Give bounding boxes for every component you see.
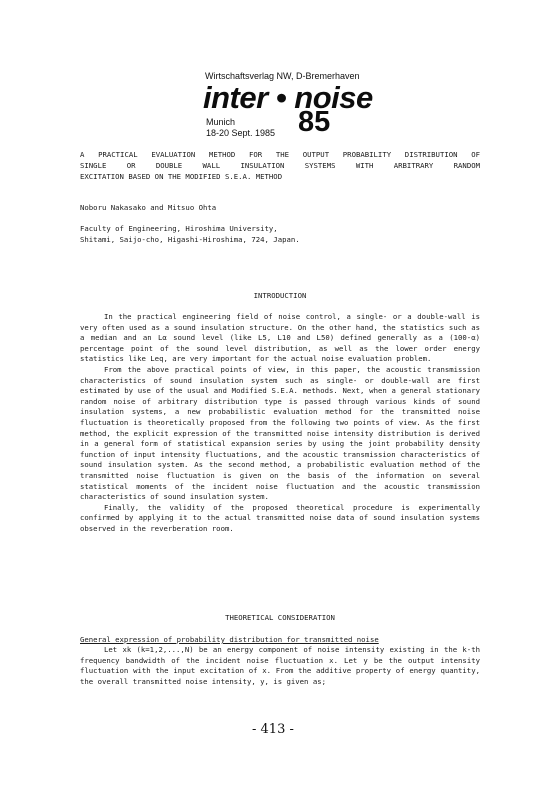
- conference-year: 85: [298, 106, 331, 138]
- body-paragraph: Finally, the validity of the proposed theoretical procedure is experimentally confirmed by applying it to the actual transmitted noise data of sound insulation systems observed in the reverberation room.: [80, 502, 480, 533]
- page-number: - 413 -: [252, 722, 294, 737]
- conference-city: Munich: [206, 117, 236, 127]
- theory-heading: THEORETICAL CONSIDERATION: [225, 613, 335, 622]
- affiliation-line: Shitami, Saijo-cho, Higashi-Hiroshima, 724, Japan.: [80, 235, 300, 244]
- conference-logo: inter • noise: [203, 80, 373, 115]
- conference-dates: 18-20 Sept. 1985: [206, 128, 276, 138]
- introduction-heading: INTRODUCTION: [253, 291, 307, 300]
- body-paragraph: Let xk (k=1,2,...,N) be an energy component of noise intensity existing in the k-th frequency bandwidth of the incident noise fluctuation x. Let y be the output intensity fluctuation with the input excitation of x. From the additive property of energy quantity, the overall transmitted noise intensity, y, is given as;: [80, 645, 480, 686]
- title-line: A PRACTICAL EVALUATION METHOD FOR THE OUTPUT PROBABILITY DISTRIBUTION OF: [80, 150, 480, 159]
- theory-body: [80, 645, 480, 687]
- paper-authors: Noboru Nakasako and Mitsuo Ohta: [80, 203, 217, 212]
- affiliation-line: Faculty of Engineering, Hiroshima University,: [80, 224, 278, 233]
- title-line: SINGLE OR DOUBLE WALL INSULATION SYSTEMS WITH ARBITRARY RANDOM: [80, 161, 480, 170]
- body-paragraph: From the above practical points of view, in this paper, the acoustic transmission characteristics of sound insulation system such as single- or double-wall are first estimated by use of the usual and Modified S.E.A. methods. Next, when a general stationary random noise of arbitrary distribution type is passed through various kinds of sound insulation systems, a new probabilistic evaluation method for the transmitted noise fluctuation is theoretically proposed from the following two points of view. As the first method, the explicit expression of the transmitted noise intensity distribution is derived in a general form of statistical expansion series by using the joint probability density function of input intensity fluctuations, and the acoustic transmission characteristics of sound insulation system. As the second method, a probabilistic evaluation method of the transmitted noise fluctuation is given on the basis of the information on several statistical moments of the incident noise fluctuation and the acoustic transmission characteristics of sound insulation system.: [80, 364, 480, 502]
- paper-title: [80, 149, 480, 182]
- theory-subheading: General expression of probability distribution for transmitted noise: [80, 635, 379, 644]
- introduction-body: [80, 312, 480, 534]
- body-paragraph: In the practical engineering field of noise control, a single- or a double-wall is very often used as a sound insulation structure. On the other hand, the statistics such as a median and an Lα sound level (like L5, L10 and L50) defined generally as a (100-α) percentage point of the sound level distribution, as well as the lower order energy statistics like Leq, are very important for the actual noise evaluation problem.: [80, 312, 480, 364]
- title-line: EXCITATION BASED ON THE MODIFIED S.E.A. METHOD: [80, 172, 283, 181]
- paper-affiliation: [80, 223, 300, 245]
- publisher-line: Wirtschaftsverlag NW, D-Bremerhaven: [205, 71, 360, 81]
